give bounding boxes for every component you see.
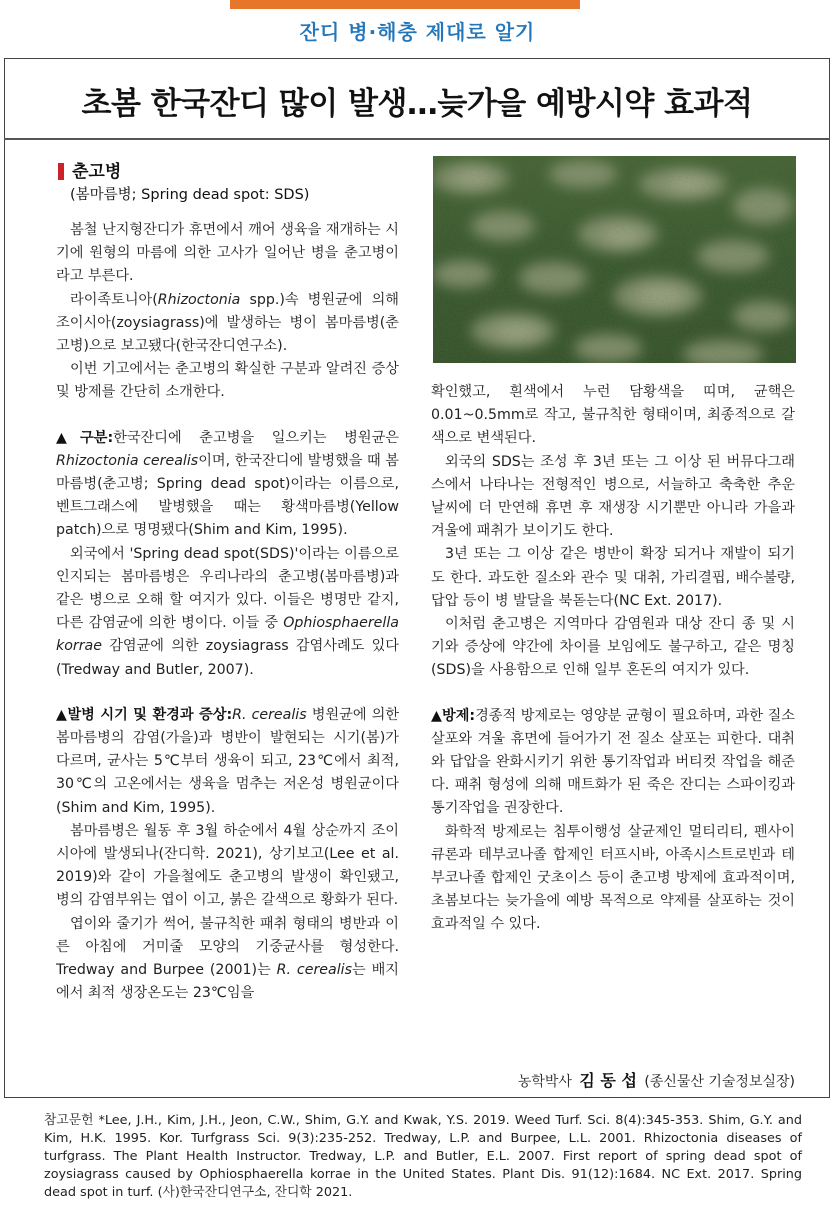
- paragraph: 외국에서 'Spring dead spot(SDS)'이라는 이름으로 인지되는 봄마름병은 우리나라의 춘고병(봄마름병)과 같은 병으로 오해 할 여지가 있다. 이들은 병명만 같지, 다른 감염균에 의한 병이다. 이들 중 Ophiosphaerella korrae 감염균에 의한 zoysiagrass 감염사례도 있다(Tredway and Butler, 2007).: [56, 545, 399, 678]
- turfgrass-photo: [433, 156, 796, 363]
- paragraph: 이번 기고에서는 춘고병의 확실한 구분과 알려진 증상 및 방제를 간단히 소개한다.: [56, 361, 399, 401]
- paragraph: 외국의 SDS는 조성 후 3년 또는 그 이상 된 버뮤다그래스에서 나타나는 전형적인 병으로, 서늘하고 축축한 추운 날씨에 더 만연해 휴면 후 재생장 시기뿐만 아니라 가을과 겨울에 패취가 보이기도 한다.: [431, 453, 795, 540]
- red-bullet-icon: [58, 163, 64, 180]
- paragraph: ▲구분:한국잔디에 춘고병을 일으키는 병원균은 Rhizoctonia cerealis이며, 한국잔디에 발병했을 때 봄마름병(춘고병; Spring dead spot)이라는 이름으로, 벤트그래스에 발병했을 때는 황색마름병(Yellow patch)으로 명명됐다(Shim and Kim, 1995).: [56, 429, 399, 539]
- paragraph: 3년 또는 그 이상 같은 병반이 확장 되거나 재발이 되기도 한다. 과도한 질소와 관수 및 대취, 가리결핍, 배수불량, 답압 등이 병 발달을 북돋는다(NC Ext. 2017).: [431, 546, 795, 609]
- paragraph: 엽이와 줄기가 썩어, 불규칙한 패취 형태의 병반과 이른 아침에 거미줄 모양의 기중균사를 형성한다. Tredway and Burpee (2001)는 R. cerealis는 배지에서 최적 생장온도는 23℃임을: [56, 915, 399, 1002]
- subheading: ▲구분:: [56, 429, 114, 446]
- top-accent-bar: [230, 0, 580, 9]
- subheading: ▲발병 시기 및 환경과 증상:: [56, 706, 233, 723]
- paragraph: 라이족토니아(Rhizoctonia spp.)속 병원균에 의해 조이시아(zoysiagrass)에 발생하는 병이 봄마름병(춘고병)으로 보고됐다(한국잔디연구소).: [56, 291, 399, 355]
- paragraph: ▲방제:경종적 방제로는 영양분 균형이 필요하며, 과한 질소 살포와 겨울 휴면에 들어가기 전 질소 살포는 피한다. 대취와 답압을 완화시키기 위한 통기작업과 버티컷 작업을 해준다. 패취 형성에 의해 매트화가 된 죽은 잔디는 스파이킹과 통기작업을 권장한다.: [431, 707, 795, 817]
- paragraph: 봄마름병은 월동 후 3월 하순에서 4월 상순까지 조이시아에 발생되나(잔디학. 2021), 상기보고(Lee et al. 2019)와 같이 가을철에도 춘고병의 발생이 확인됐고, 병의 감염부위는 엽이 이고, 붉은 갈색으로 황화가 된다.: [56, 822, 399, 909]
- headline-divider: [4, 138, 830, 140]
- author-affiliation: (종신물산 기술정보실장): [644, 1074, 795, 1090]
- paragraph: 화학적 방제로는 침투이행성 살균제인 멀티리티, 펜사이큐론과 테부코나졸 합제인 터프시바, 아족시스트로빈과 테부코나졸 합제인 굿초이스 등이 춘고병 방제에 효과적이며, 초봄보다는 늦가을에 예방 목적으로 약제를 살포하는 것이 효과적일 수 있다.: [431, 823, 795, 933]
- paragraph: ▲발병 시기 및 환경과 증상:R. cerealis 병원균에 의한 봄마름병의 감염(가을)과 병반이 발현되는 시기(봄)가 다르며, 균사는 5℃부터 생육이 되고, 23℃에서 최적, 30℃의 고온에서는 생육을 멈추는 저온성 병원균이다(Shim and Kim, 1995).: [56, 706, 399, 816]
- paragraph: 확인했고, 흰색에서 누런 담황색을 띠며, 균핵은 0.01~0.5mm로 작고, 불규칙한 형태이며, 최종적으로 갈색으로 변색된다.: [431, 384, 795, 447]
- author-title: 농학박사: [517, 1074, 572, 1090]
- references: 참고문헌 *Lee, J.H., Kim, J.H., Jeon, C.W., Shim, G.Y. and Kwak, Y.S. 2019. Weed Turf. Sci. 8(4):345-353. Shim, G.Y. and Kim, H.K. 1995. Kor. Turfgrass Sci. 9(3):235-252. Tredway, L.P. and Burpee, L.L. 2001. Rhizoctonia diseases of turfgrass. The Plant Health Instructor. Tredway, L.P. and Butler, E.L. 2007. First report of spring dead spot of zoysiagrass caused by Ophiosphaerella korrae in the United States. Plant Dis. 91(12):1684. NC Ext. 2017. Spring dead spot in turf. (사)한국잔디연구소, 잔디학 2021.: [44, 1113, 802, 1200]
- left-column: [56, 219, 399, 1006]
- paragraph: 이처럼 춘고병은 지역마다 감염원과 대상 잔디 종 및 시기와 증상에 약간에 차이를 보임에도 불구하고, 같은 명칭(SDS)을 사용함으로 인해 일부 혼돈의 여지가 있다.: [431, 616, 795, 679]
- section-title: [58, 157, 121, 182]
- author-name: 김 동 섭: [579, 1071, 637, 1090]
- section-subtitle: (봄마름병; Spring dead spot: SDS): [70, 187, 310, 203]
- section-tag: 잔디 병·해충 제대로 알기: [299, 20, 536, 44]
- paragraph: 봄철 난지형잔디가 휴면에서 깨어 생육을 재개하는 시기에 원형의 마름에 의한 고사가 일어난 병을 춘고병이라고 부른다.: [56, 222, 399, 285]
- subheading: ▲방제:: [431, 707, 476, 724]
- spring-dead-spot-image: [433, 156, 796, 363]
- section-title-text: 춘고병: [72, 162, 122, 182]
- headline: 초봄 한국잔디 많이 발생…늦가을 예방시약 효과적: [81, 86, 753, 122]
- right-column: [431, 381, 795, 937]
- author-byline: [431, 1068, 795, 1091]
